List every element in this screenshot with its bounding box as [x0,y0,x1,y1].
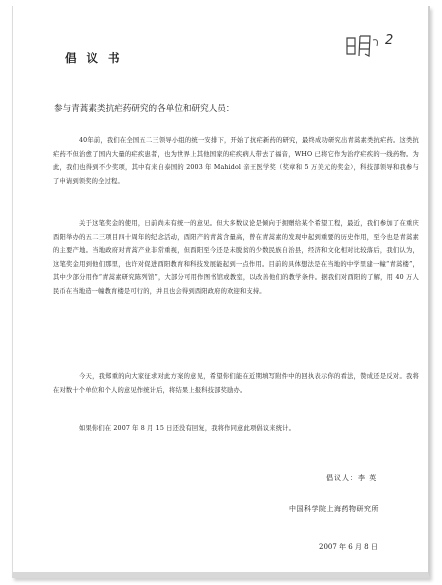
organization-name: 中国科学院上海药物研究所 [289,505,379,513]
document-title: 倡 议 书 [65,51,123,65]
handwritten-note [343,32,403,60]
paragraph-2: 关于这笔奖金的使用，日前尚未有统一的意见。但大多数议论是倾向于拥赠给某个希望工程，最近，我们参加了在重庆酉阳举办的五二三项目四十周年的纪念活动，酉阳产的青蒿含量高，曾在青蒿素的发现中起到重要的历史作用，至今也是青蒿素的主要产地。当地政府对青蒿产业非常重视，但酉阳至今还是未脱贫的少数民族自治县，经济和文化相对比较落后，我们认为，这笔奖金用到他们那里，也许对促进酉阳教育和科技发展能起到一点作用。目前的具体想法是在当地的中学里建一幢“青蒿楼”，其中少部分用作“青蒿素研究陈列馆”，大部分可用作图书馆或教室，以改善他们的教学条件。据我们对酉阳的了解，用 40 万人民币在当地造一幢教育楼是可行的，并且也会得到酉阳政府的欢迎和支持。 [53,220,419,295]
salutation: 参与青蒿素类抗疟药研究的各单位和研究人员： [54,104,235,114]
proposer-signature: 倡议人：李 英 [326,474,378,482]
paragraph-4: 如果你们在 2007 年 8 月 15 日还没有回复，我将作同意此项倡议来统计。 [79,425,296,432]
handwritten-page-number: 2 [385,33,394,48]
paragraph-1: 40年前，我们在全国五二三领导小组的统一安排下，开始了抗疟新药的研究，最终成功研究出青蒿素类抗疟药。这类抗疟药不但治愈了国内大量的疟疾患者，也为世界上其他国家的疟疾病人带去了福音，WHO 已将它作为治疗疟疾的一线药物。为此，我们也得到不少奖项，其中有来自泰国的 2003 年 Mahidol 亲王医学奖（奖章和 5 万美元的奖金），科技部领导和我参与了申请到领奖的全过程。 [53,137,419,185]
paragraph-3: 今天，我郑重的向大家征求对此方案的意见，希望你们能在近期填写附件中的回执表示你的看法，赞成还是反对。我将在对数十个单位和个人的意见作统计后，将结果上报科技部奖励办。 [53,373,419,394]
document-page [12,6,430,578]
document-date: 2007 年 6 月 8 日 [319,543,378,551]
